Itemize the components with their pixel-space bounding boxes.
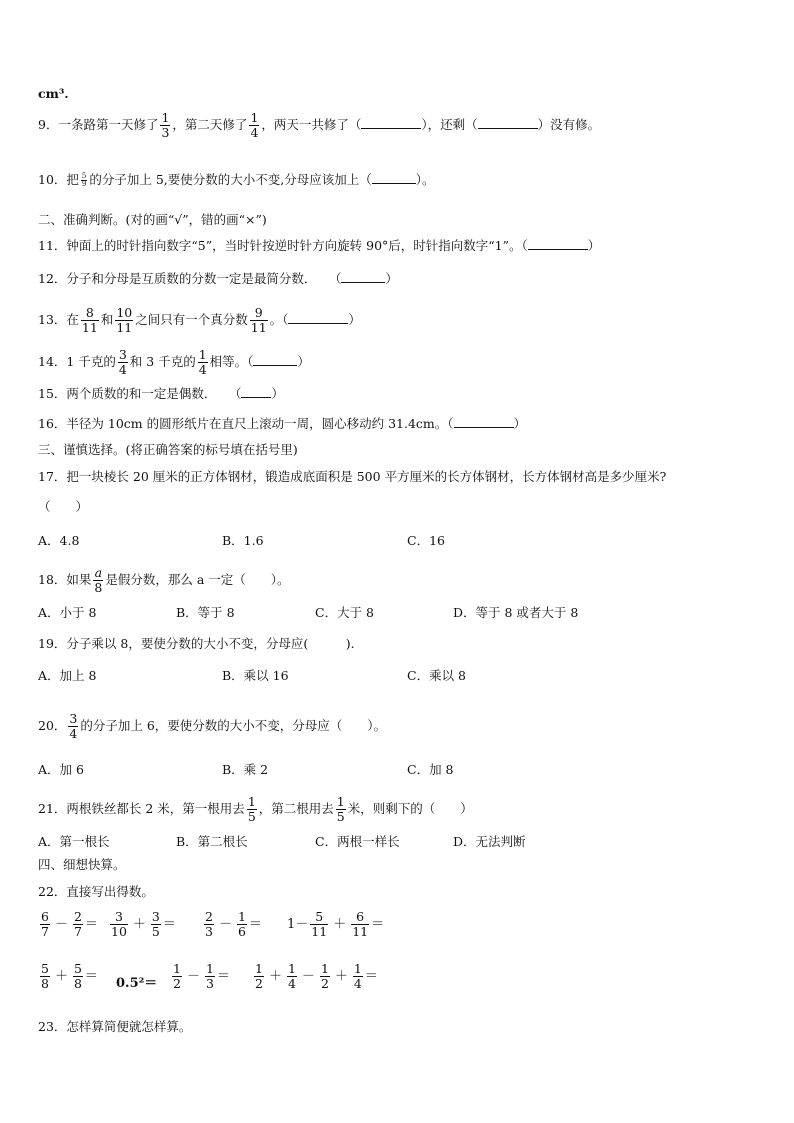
q10-fraction: $\frac{5}{9}$ [81, 172, 87, 188]
question-10 [38, 172, 435, 188]
q21-prefix: 21．两根铁丝都长 2 米，第一根用去 [38, 801, 245, 816]
q21-fraction-a: $\frac{1}{5}$ [247, 794, 256, 824]
q16-suffix: ） [513, 416, 527, 431]
question-17: 17．把一块棱长 20 厘米的正方体钢材，锻造成底面积是 500 平方厘米的长方体钢材，长方体钢材高是多少厘米? [38, 469, 667, 484]
calc-expression-6: 0.5²＝ [116, 976, 158, 991]
q21-fraction-b: $\frac{1}{5}$ [336, 794, 345, 824]
q11-text: 11．钟面上的时针指向数字“5”，当时针按逆时针方向旋转 90°后，时针指向数字“1”。（ [38, 238, 528, 253]
q13-fraction-a: $\frac{8}{11}$ [81, 305, 98, 335]
q9-blank-1[interactable] [361, 117, 421, 129]
question-16 [38, 416, 526, 432]
q18-prefix: 18．如果 [38, 572, 92, 587]
q16-text: 16．半径为 10cm 的圆形纸片在直尺上滚动一周，圆心移动约 31.4cm。（ [38, 416, 454, 431]
q12-text: 12．分子和分母是互质数的分数一定是最简分数． （ [38, 271, 342, 286]
q10-suffix: ）。 [415, 172, 435, 187]
question-14 [38, 348, 310, 377]
q16-blank[interactable] [454, 416, 514, 428]
q14-mid: 和 3 千克的 [129, 354, 196, 369]
q14-blank[interactable] [253, 354, 297, 366]
calc-expression-7: $\frac{1}{2}$ － $\frac{1}{3}$ ＝ [173, 961, 230, 991]
q20-fraction: $\frac{3}{4}$ [69, 711, 78, 741]
section-3-heading: 三、谨慎选择。(将正确答案的标号填在括号里) [38, 442, 298, 457]
q18-suffix: 是假分数，那么 a 一定（ ）。 [105, 572, 290, 587]
question-11 [38, 238, 600, 254]
q12-suffix: ） [385, 271, 398, 286]
q18-fraction: $\frac{a}{8}$ [94, 565, 103, 595]
question-15 [38, 386, 284, 402]
calc-expression-4: 1－ $\frac{5}{11}$ ＋ $\frac{6}{11}$ ＝ [287, 909, 385, 939]
q10-blank[interactable] [372, 172, 416, 184]
q14-suffix1: 相等。（ [209, 354, 254, 369]
q13-and: 和 [100, 312, 114, 327]
q13-prefix: 13．在 [38, 312, 79, 327]
question-9 [38, 111, 600, 140]
question-13 [38, 306, 361, 335]
q9-mid: ，第二天修了 [172, 117, 248, 132]
calc-expression-3: $\frac{2}{3}$ － $\frac{1}{6}$ ＝ [205, 909, 262, 939]
section-4-heading: 四、细想快算。 [38, 857, 126, 872]
q21-option-c[interactable]: C．两根一样长 [315, 834, 400, 849]
q9-mid2: ，两天一共修了（ [261, 117, 362, 132]
q20-prefix: 20． [38, 718, 67, 733]
q18-option-a[interactable]: A．小于 8 [38, 605, 97, 620]
q13-blank[interactable] [288, 312, 348, 324]
question-19: 19．分子乘以 8，要使分数的大小不变，分母应( ). [38, 636, 355, 651]
q14-fraction-b: $\frac{1}{4}$ [198, 347, 207, 377]
calc-expression-5: $\frac{5}{8}$ ＋ $\frac{5}{8}$ ＝ [41, 961, 98, 991]
q19-option-c[interactable]: C．乘以 8 [407, 668, 466, 683]
q14-fraction-a: $\frac{3}{4}$ [118, 347, 127, 377]
q21-suffix: 米，则剩下的（ ） [347, 801, 473, 816]
q10-prefix: 10．把 [38, 172, 79, 187]
q9-prefix: 9．一条路第一天修了 [38, 117, 159, 132]
question-20 [38, 712, 386, 741]
q19-option-b[interactable]: B．乘以 16 [222, 668, 289, 683]
q20-option-b[interactable]: B．乘 2 [222, 762, 269, 777]
calc-expression-8: $\frac{1}{2}$ ＋ $\frac{1}{4}$ － $\frac{1}{2}$ ＋ $\frac{1}{4}$ ＝ [255, 961, 378, 991]
q9-suffix: ）没有修。 [537, 117, 601, 132]
q17-option-c[interactable]: C．16 [407, 533, 445, 548]
calc-expression-2: $\frac{3}{10}$ ＋ $\frac{3}{5}$ ＝ [111, 909, 176, 939]
q13-suffix2: ） [348, 312, 361, 327]
q13-suffix1: 。（ [269, 312, 289, 327]
q18-option-b[interactable]: B．等于 8 [176, 605, 235, 620]
q20-option-c[interactable]: C．加 8 [407, 762, 454, 777]
q15-suffix: ） [271, 386, 284, 401]
q20-option-a[interactable]: A．加 6 [38, 762, 84, 777]
q21-mid: ，第二根用去 [258, 801, 334, 816]
q13-mid: 之间只有一个真分数 [135, 312, 248, 327]
q17-option-a[interactable]: A．4.8 [38, 533, 80, 548]
q10-text: 的分子加上 5,要使分数的大小不变,分母应该加上（ [89, 172, 372, 187]
question-22-title: 22．直接写出得数。 [38, 884, 154, 899]
q11-blank[interactable] [528, 238, 588, 250]
q9-mid3: ），还剩（ [421, 117, 478, 132]
question-18 [38, 566, 290, 595]
question-12 [38, 271, 398, 287]
top-unit: cm³. [38, 86, 69, 101]
q20-suffix: 的分子加上 6，要使分数的大小不变，分母应（ ）。 [80, 718, 387, 733]
q9-fraction-2: $\frac{1}{4}$ [250, 110, 259, 140]
q21-option-a[interactable]: A．第一根长 [38, 834, 110, 849]
q9-blank-2[interactable] [478, 117, 538, 129]
q13-fraction-b: $\frac{10}{11}$ [116, 305, 133, 335]
q15-text: 15．两个质数的和一定是偶数． （ [38, 386, 242, 401]
q18-option-c[interactable]: C．大于 8 [315, 605, 374, 620]
q14-suffix2: ） [297, 354, 310, 369]
calc-expression-1: $\frac{6}{7}$ － $\frac{2}{7}$ ＝ [41, 909, 98, 939]
q19-option-a[interactable]: A．加上 8 [38, 668, 97, 683]
q21-option-b[interactable]: B．第二根长 [176, 834, 248, 849]
section-2-heading: 二、准确判断。(对的画“√”，错的画“×”) [38, 212, 267, 227]
q17-option-b[interactable]: B．1.6 [222, 533, 264, 548]
question-21 [38, 795, 473, 824]
q17-answer-paren[interactable]: （ ） [38, 499, 89, 514]
q12-blank[interactable] [341, 271, 385, 283]
q18-option-d[interactable]: D．等于 8 或者大于 8 [453, 605, 579, 620]
q9-fraction-1: $\frac{1}{3}$ [161, 110, 170, 140]
q13-fraction-c: $\frac{9}{11}$ [250, 305, 267, 335]
question-23: 23．怎样算简便就怎样算。 [38, 1019, 192, 1034]
q14-prefix: 14．1 千克的 [38, 354, 116, 369]
q11-suffix: ） [587, 238, 601, 253]
q21-option-d[interactable]: D．无法判断 [453, 834, 526, 849]
q15-blank[interactable] [241, 386, 271, 398]
